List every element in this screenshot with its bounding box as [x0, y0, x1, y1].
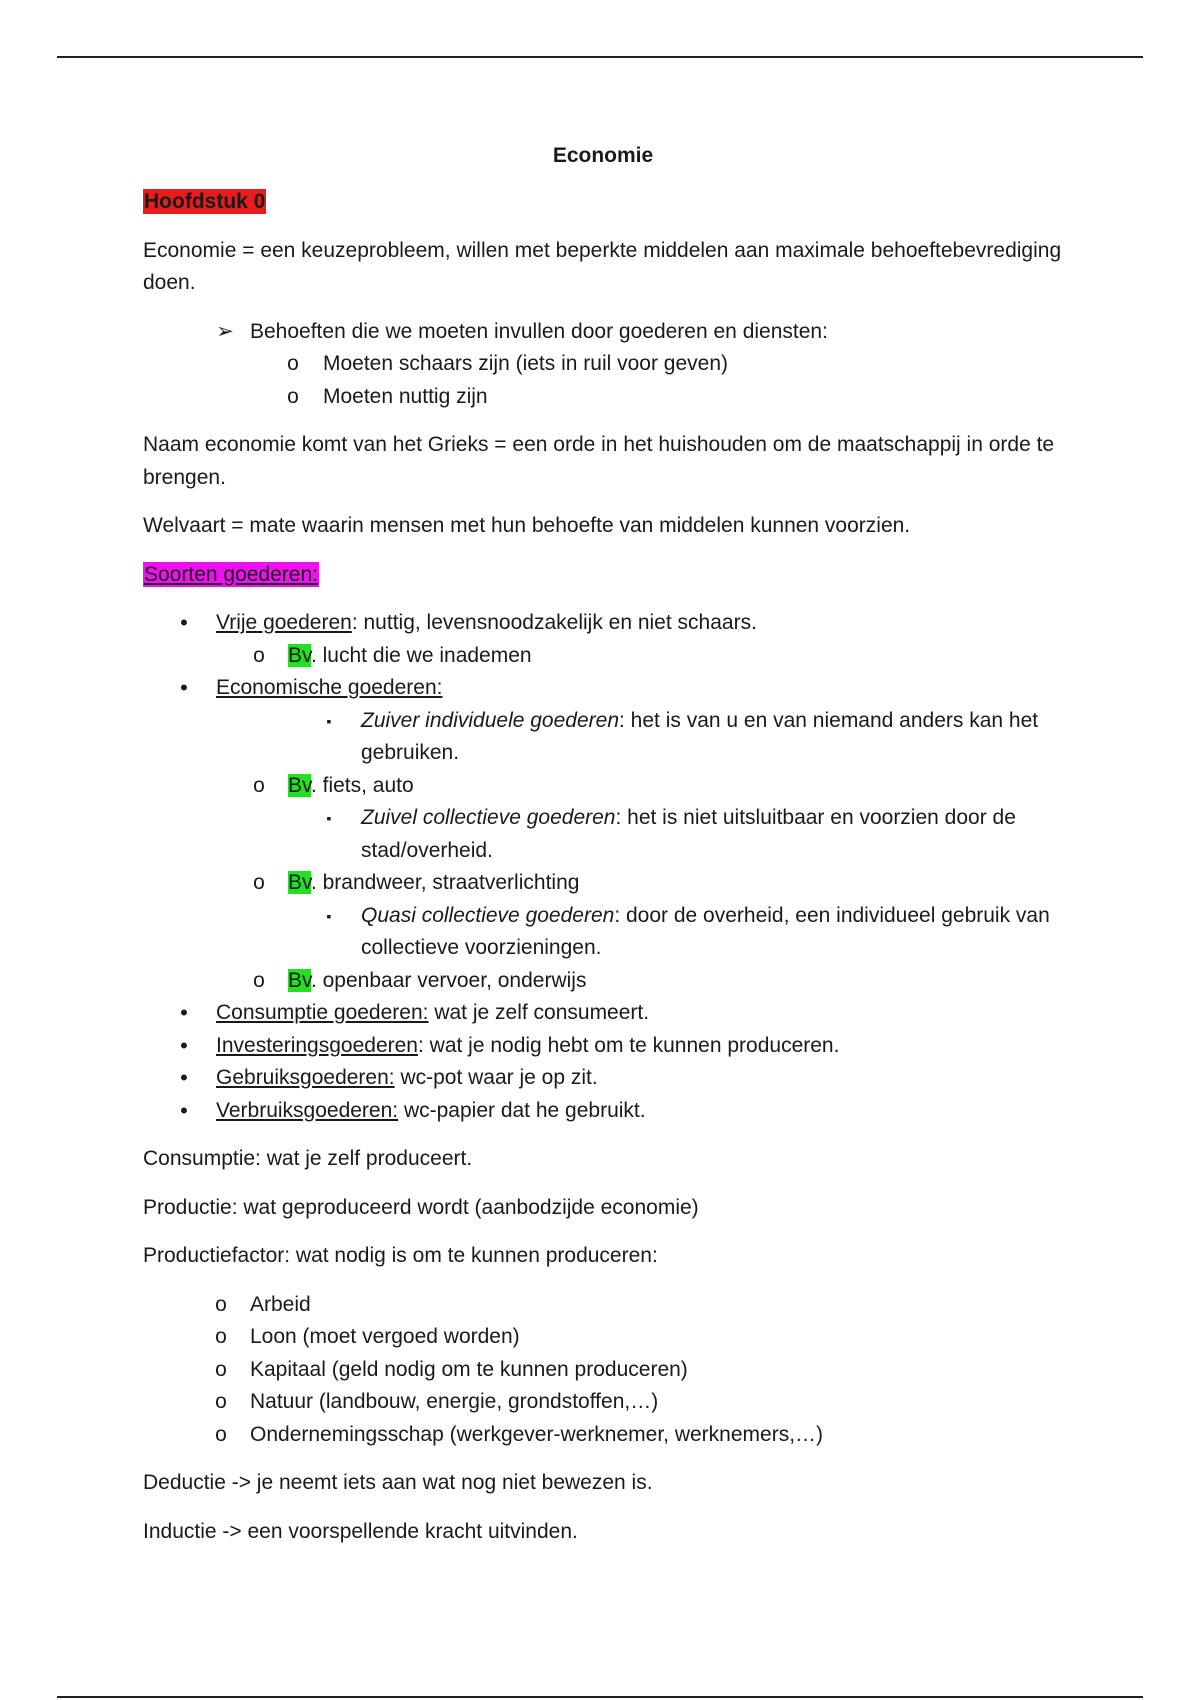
goods-term: Economische goederen: — [216, 676, 443, 699]
list-item — [143, 348, 1063, 381]
list-item — [143, 770, 1063, 803]
bullet-icon: • — [180, 610, 188, 635]
example-text: . openbaar vervoer, onderwijs — [310, 968, 587, 992]
square-bullet-icon: ▪ — [326, 712, 332, 729]
goods-heading-label: Soorten goederen: — [144, 562, 318, 586]
circle-bullet-icon: o — [215, 1422, 227, 1446]
list-item — [143, 607, 1063, 640]
document-body — [143, 140, 1063, 1564]
arrow-bullet-icon: ➢ — [216, 319, 234, 343]
footer-rule — [57, 1696, 1143, 1698]
needs-arrow-text: Behoeften die we moeten invullen door goederen en diensten: — [250, 319, 828, 343]
example-tag: Bv — [288, 871, 311, 894]
header-rule — [57, 56, 1143, 58]
circle-bullet-icon: o — [287, 352, 299, 375]
list-item — [143, 1354, 1063, 1387]
goods-term: Vrije goederen — [216, 611, 352, 634]
list-item — [143, 705, 1063, 770]
goods-desc: wc-pot waar je op zit. — [394, 1066, 598, 1089]
goods-term: Investeringsgoederen — [216, 1033, 418, 1057]
goods-term: Quasi collectieve goederen — [361, 903, 615, 927]
factor-text: Ondernemingsschap (werkgever-werknemer, werknemers,…) — [250, 1422, 824, 1446]
example-tag: Bv — [288, 968, 311, 992]
list-item — [143, 1030, 1063, 1063]
consumptie-definition: Consumptie: wat je zelf produceert. — [143, 1147, 473, 1170]
chapter-heading-label: Hoofdstuk 0 — [144, 190, 266, 213]
needs-sub-text: Moeten nuttig zijn — [323, 384, 488, 408]
list-item — [143, 1095, 1063, 1128]
list-item — [143, 1062, 1063, 1095]
document-title: Economie — [552, 144, 654, 167]
example-tag: Bv — [288, 773, 311, 797]
factor-text: Loon (moet vergoed worden) — [250, 1325, 520, 1348]
goods-desc: : door de overheid, een individueel gebruik van collectieve voorzieningen. — [361, 903, 1050, 959]
list-item — [143, 381, 1063, 414]
square-bullet-icon: ▪ — [326, 907, 332, 924]
goods-term: Verbruiksgoederen: — [216, 1098, 399, 1122]
list-item — [143, 867, 1063, 900]
goods-desc: : wat je nodig hebt om te kunnen produceren. — [417, 1033, 840, 1057]
goods-desc: wc-papier dat he gebruikt. — [398, 1098, 646, 1122]
circle-bullet-icon: o — [215, 1357, 227, 1381]
goods-term: Zuivel collectieve goederen — [361, 806, 616, 829]
square-bullet-icon: ▪ — [326, 810, 332, 826]
factor-text: Kapitaal (geld nodig om te kunnen produceren) — [250, 1357, 688, 1381]
list-item — [143, 1321, 1063, 1354]
goods-desc: : het is niet uitsluitbaar en voorzien door de stad/overheid. — [361, 806, 1016, 862]
circle-bullet-icon: o — [253, 968, 265, 992]
goods-term: Zuiver individuele goederen — [361, 708, 619, 732]
bullet-icon: • — [180, 1097, 188, 1123]
list-item — [143, 900, 1063, 965]
deductie-definition: Deductie -> je neemt iets aan wat nog niet bewezen is. — [143, 1471, 653, 1494]
list-item — [143, 802, 1063, 867]
list-item — [143, 1386, 1063, 1419]
list-item — [143, 316, 1063, 349]
example-text: . brandweer, straatverlichting — [310, 871, 580, 894]
bullet-icon: • — [180, 1000, 188, 1025]
example-text: . fiets, auto — [310, 773, 414, 797]
list-item — [143, 640, 1063, 673]
bullet-icon: • — [180, 1065, 188, 1090]
needs-sub-text: Moeten schaars zijn (iets in ruil voor geven) — [323, 352, 729, 375]
example-tag: Bv — [288, 643, 311, 667]
circle-bullet-icon: o — [253, 871, 265, 894]
goods-list — [143, 607, 1063, 1127]
circle-bullet-icon: o — [215, 1325, 227, 1348]
origin-paragraph: Naam economie komt van het Grieks = een orde in het huishouden om de maatschappij in orde te brengen. — [143, 433, 1055, 489]
goods-term: Consumptie goederen: — [216, 1001, 429, 1024]
chapter-heading — [143, 186, 1063, 219]
goods-desc: : nuttig, levensnoodzakelijk en niet schaars. — [351, 611, 757, 634]
factor-text: Natuur (landbouw, energie, grondstoffen,…) — [250, 1390, 659, 1413]
productie-definition: Productie: wat geproduceerd wordt (aanbodzijde economie) — [143, 1195, 699, 1219]
circle-bullet-icon: o — [215, 1292, 227, 1316]
list-item — [143, 1419, 1063, 1452]
list-item — [143, 997, 1063, 1030]
needs-list — [143, 316, 1063, 414]
welvaart-definition: Welvaart = mate waarin mensen met hun behoefte van middelen kunnen voorzien. — [143, 514, 911, 537]
economie-definition: Economie = een keuzeprobleem, willen met beperkte middelen aan maximale behoeftebevrediging doen. — [143, 238, 1062, 294]
inductie-definition: Inductie -> een voorspellende kracht uitvinden. — [143, 1519, 578, 1543]
goods-desc: wat je zelf consumeert. — [428, 1001, 650, 1024]
factor-text: Arbeid — [250, 1292, 311, 1316]
bullet-icon: • — [180, 675, 188, 700]
factors-list — [143, 1289, 1063, 1452]
goods-term: Gebruiksgoederen: — [216, 1066, 395, 1089]
bullet-icon: • — [180, 1032, 188, 1058]
circle-bullet-icon: o — [287, 384, 299, 408]
list-item — [143, 965, 1063, 998]
list-item — [143, 672, 1063, 705]
circle-bullet-icon: o — [215, 1390, 227, 1413]
circle-bullet-icon: o — [253, 773, 265, 797]
list-item — [143, 1289, 1063, 1322]
goods-desc: : het is van u en van niemand anders kan het gebruiken. — [361, 708, 1039, 764]
circle-bullet-icon: o — [253, 643, 265, 667]
example-text: . lucht die we inademen — [310, 643, 532, 667]
productiefactor-definition: Productiefactor: wat nodig is om te kunnen produceren: — [143, 1244, 658, 1267]
goods-heading — [143, 559, 1063, 592]
